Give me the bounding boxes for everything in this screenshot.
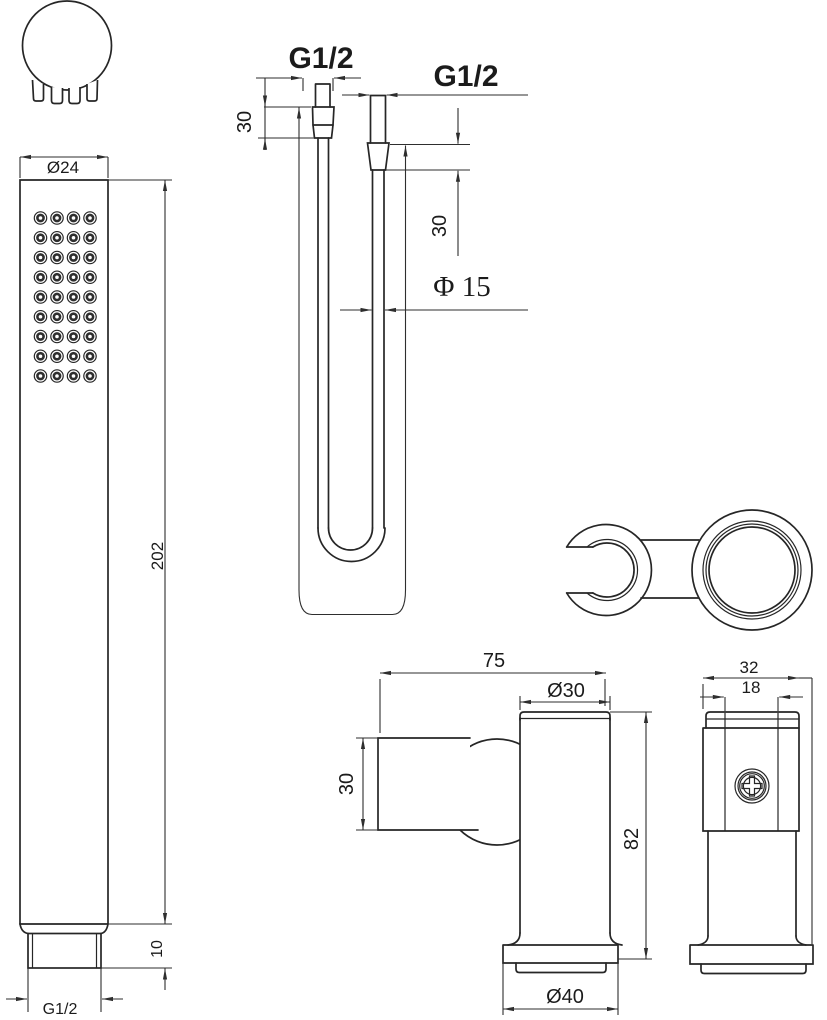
dim-label-handset-diameter: Ø24: [46, 158, 80, 177]
nozzle-hole-inner: [87, 333, 93, 339]
nozzle-hole-inner: [87, 314, 93, 320]
dim-hose-fitting-left: [234, 78, 314, 150]
nozzle-hole-inner: [37, 274, 43, 280]
nozzle-hole-inner: [54, 373, 60, 379]
dim-label-handset-thread: G1/2: [42, 1001, 78, 1018]
handset-nozzle-grid: [34, 212, 96, 382]
nozzle-hole-inner: [87, 254, 93, 260]
outlet-front-view: [690, 658, 813, 974]
dim-label-outlet-top-diameter: Ø30: [547, 680, 585, 702]
dim-handset-diameter: [20, 157, 108, 178]
nozzle-hole-inner: [37, 314, 43, 320]
nozzle-hole-inner: [37, 254, 43, 260]
hose-left-fitting: [313, 84, 335, 138]
dim-outlet-base-diameter: [503, 963, 618, 1015]
nozzle-hole-inner: [70, 333, 76, 339]
nozzle-hole-inner: [37, 294, 43, 300]
nozzle-hole-inner: [87, 215, 93, 221]
dim-outlet-front-inner-width: [700, 678, 803, 711]
dim-outlet-inlet-height: [336, 738, 378, 830]
outlet-front-base: [690, 831, 813, 974]
nozzle-hole-inner: [87, 274, 93, 280]
nozzle-hole-inner: [37, 333, 43, 339]
outlet-side-view: [336, 650, 652, 1015]
handset-tab: [52, 87, 63, 104]
dim-label-hose-thread-right: G1/2: [433, 60, 499, 93]
dim-label-outlet-front-inner-width: 18: [741, 678, 761, 697]
dim-label-hose-diameter: Φ 15: [433, 271, 491, 303]
nozzle-hole-inner: [70, 274, 76, 280]
nozzle-hole-inner: [70, 235, 76, 241]
nozzle-hole-inner: [70, 373, 76, 379]
dim-label-outlet-width: 75: [482, 650, 506, 672]
dim-label-hose-fitting-right: 30: [429, 214, 451, 238]
dim-label-handset-thread-length: 10: [149, 940, 166, 958]
nozzle-hole-inner: [87, 294, 93, 300]
bracket-clip-side-view: [567, 525, 652, 616]
nozzle-hole-inner: [54, 235, 60, 241]
nozzle-hole-inner: [37, 215, 43, 221]
nozzle-hole-inner: [54, 274, 60, 280]
dim-hose-thread-left: [256, 42, 361, 91]
hose-tube: [318, 138, 385, 561]
hose-view: [234, 42, 528, 615]
handset-thread-connector: [28, 934, 101, 969]
nozzle-hole-inner: [54, 254, 60, 260]
handset-head-circle: [23, 1, 112, 90]
dim-label-handset-length: 202: [148, 541, 167, 571]
dim-outlet-height: [610, 712, 652, 959]
dim-label-outlet-front-width: 32: [739, 658, 759, 677]
handset-tab: [69, 87, 80, 104]
dim-handset-thread: [6, 968, 123, 1018]
dim-handset-length: [108, 180, 172, 924]
nozzle-hole-inner: [70, 353, 76, 359]
handset-body-outline: [20, 180, 108, 924]
phillips-screw-icon: [735, 769, 769, 803]
dim-label-outlet-base-diameter: Ø40: [546, 986, 584, 1008]
nozzle-hole-inner: [54, 314, 60, 320]
hose-right-fitting: [368, 96, 390, 171]
hose-envelope-outline: [299, 108, 406, 615]
nozzle-hole-inner: [70, 314, 76, 320]
dim-hose-diameter: [340, 271, 528, 310]
dim-label-hose-thread-left: G1/2: [288, 42, 354, 75]
bracket-view: [567, 510, 812, 630]
nozzle-hole-inner: [54, 215, 60, 221]
outlet-base-flange: [503, 945, 618, 973]
dim-label-outlet-inlet-height: 30: [336, 772, 358, 796]
handset-tab: [87, 80, 98, 101]
nozzle-hole-inner: [87, 353, 93, 359]
handset-front-view: [6, 157, 172, 1018]
nozzle-hole-inner: [54, 353, 60, 359]
dim-handset-thread-length: [101, 940, 172, 990]
dim-label-outlet-height: 82: [621, 827, 643, 851]
nozzle-hole-inner: [54, 294, 60, 300]
nozzle-hole-inner: [37, 235, 43, 241]
nozzle-hole-inner: [70, 254, 76, 260]
nozzle-hole-inner: [70, 215, 76, 221]
bracket-ring-front-view: [692, 510, 812, 630]
nozzle-hole-inner: [87, 373, 93, 379]
nozzle-hole-inner: [54, 333, 60, 339]
handset-top-view: [23, 1, 112, 104]
dim-hose-fitting-right: [386, 108, 470, 256]
nozzle-hole-inner: [37, 373, 43, 379]
dim-hose-thread-right: [342, 60, 528, 95]
dim-label-hose-fitting-left: 30: [234, 110, 256, 134]
nozzle-hole-inner: [70, 294, 76, 300]
nozzle-hole-inner: [37, 353, 43, 359]
nozzle-hole-inner: [87, 235, 93, 241]
dim-outlet-top-diameter: [520, 680, 610, 710]
